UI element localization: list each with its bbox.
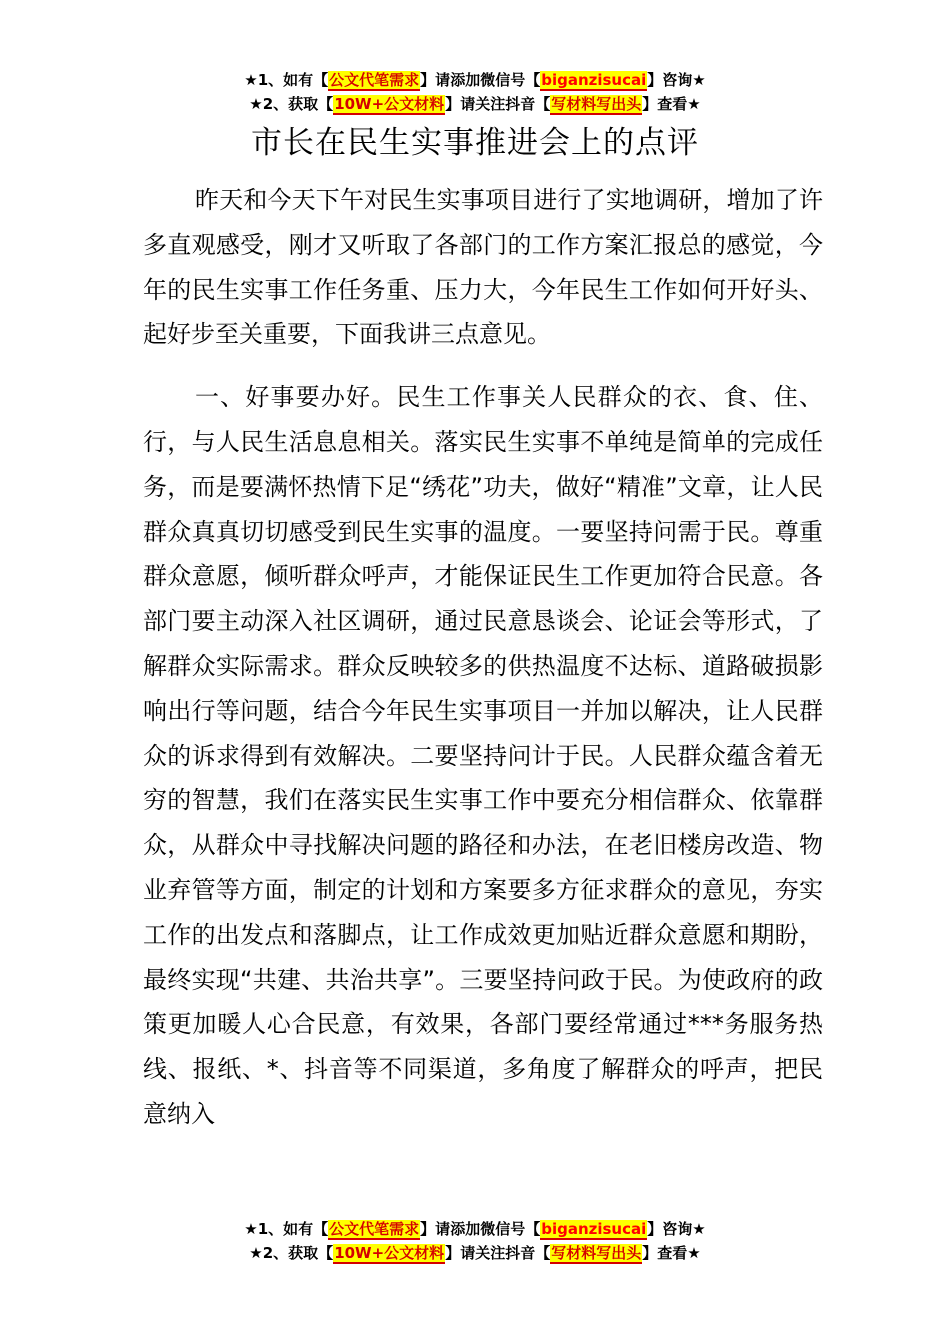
document-title: 市长在民生实事推进会上的点评: [251, 125, 699, 161]
promo-line-1: ★1、如有【公文代笔需求】请添加微信号【biganzisucai】咨询★: [244, 1220, 706, 1238]
header-promo-banner: [0, 68, 950, 116]
paragraph-point-one: 一、好事要办好。民生工作事关人民群众的衣、食、住、行，与人民生活息息相关。落实民生实事不单纯是简单的完成任务，而是要满怀热情下足“绣花”功夫，做好“精准”文章，让人民群众真真切切感受到民生实事的温度。一要坚持问需于民。尊重群众意愿，倾听群众呼声，才能保证民生工作更加符合民意。各部门要主动深入社区调研，通过民意恳谈会、论证会等形式，了解群众实际需求。群众反映较多的供热温度不达标、道路破损影响出行等问题，结合今年民生实事项目一并加以解决，让人民群众的诉求得到有效解决。二要坚持问计于民。人民群众蕴含着无穷的智慧，我们在落实民生实事工作中要充分相信群众、依靠群众，从群众中寻找解决问题的路径和办法，在老旧楼房改造、物业弃管等方面，制定的计划和方案要多方征求群众的意见，夯实工作的出发点和落脚点，让工作成效更加贴近群众意愿和期盼，最终实现“共建、共治共享”。三要坚持问政于民。为使政府的政策更加暖人心合民意，有效果，各部门要经常通过***务服务热线、报纸、*、抖音等不同渠道，多角度了解群众的呼声，把民意纳入: [143, 383, 823, 1128]
footer-promo-banner: [0, 1217, 950, 1265]
wechat-id-highlight: biganzisucai: [541, 71, 647, 89]
materials-highlight: 10W+公文材料: [334, 1244, 445, 1262]
service-highlight: 公文代笔需求: [329, 71, 420, 89]
service-highlight: 公文代笔需求: [329, 1220, 420, 1238]
douyin-account-highlight: 写材料写出头: [551, 95, 642, 113]
wechat-id-highlight: biganzisucai: [541, 1220, 647, 1238]
douyin-account-highlight: 写材料写出头: [551, 1244, 642, 1262]
promo-line-2: ★2、获取【10W+公文材料】请关注抖音【写材料写出头】查看★: [249, 1244, 701, 1262]
document-body: [143, 178, 823, 1137]
promo-line-1: ★1、如有【公文代笔需求】请添加微信号【biganzisucai】咨询★: [244, 71, 706, 89]
materials-highlight: 10W+公文材料: [334, 95, 445, 113]
paragraph-intro: 昨天和今天下午对民生实事项目进行了实地调研，增加了许多直观感受，刚才又听取了各部门的工作方案汇报总的感觉，今年的民生实事工作任务重、压力大，今年民生工作如何开好头、起好步至关重要，下面我讲三点意见。: [143, 186, 823, 349]
promo-line-2: ★2、获取【10W+公文材料】请关注抖音【写材料写出头】查看★: [249, 95, 701, 113]
